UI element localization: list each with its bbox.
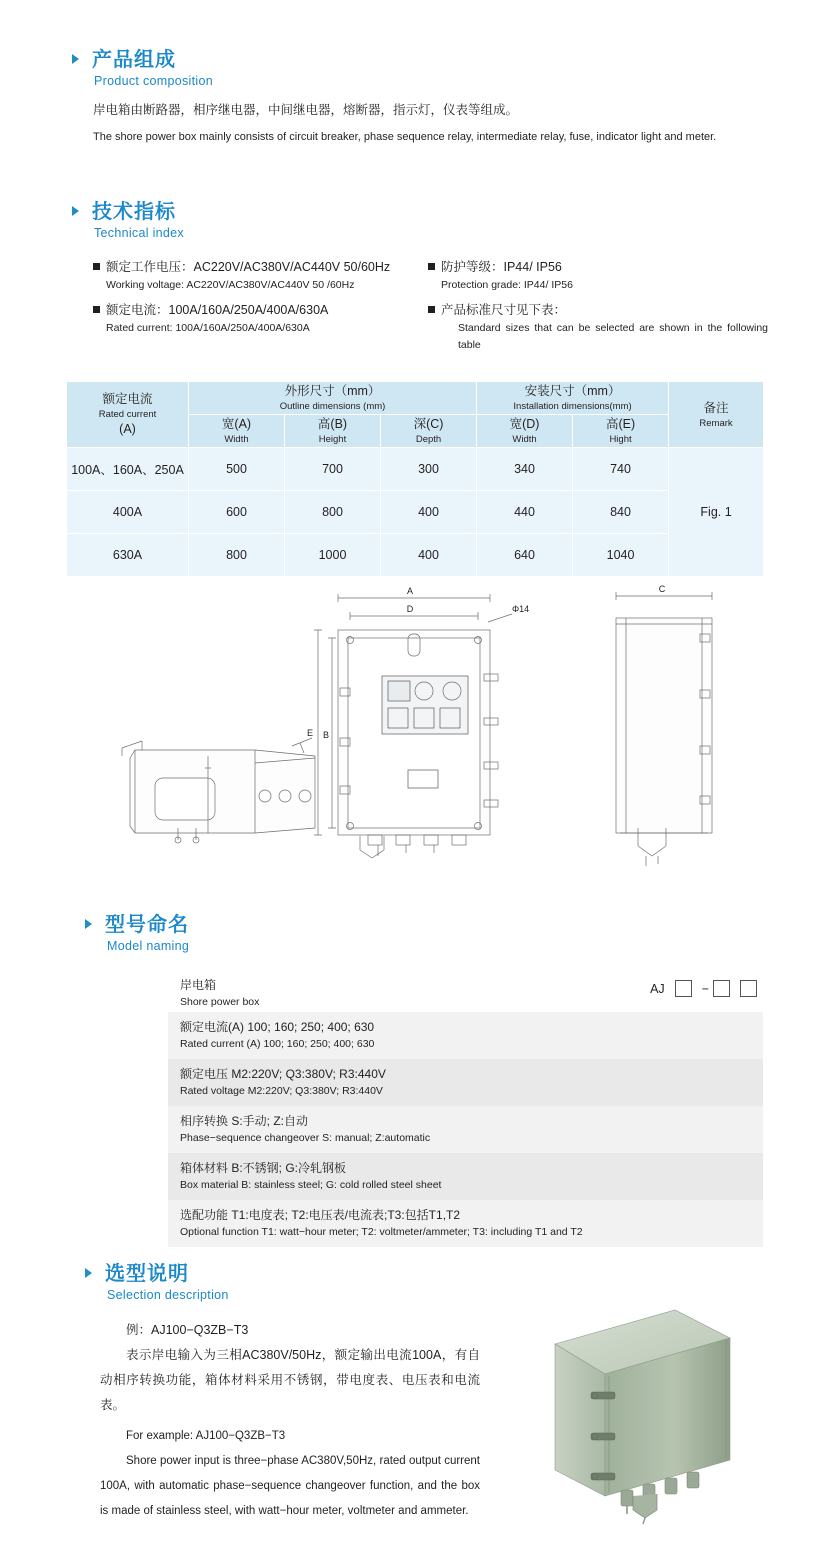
model-row-en: Box material B: stainless steel; G: cold rolled steel sheet [180,1179,442,1191]
selection-example-cn: 例：AJ100−Q3ZB−T3 [126,1323,249,1337]
selection-paragraph-en: Shore power input is three−phase AC380V,50Hz, rated output current 100A, with automatic phase−sequence changeover function, and the box is made of stainless steel, with watt−hour meter, voltmeter and ammeter. [100,1455,480,1517]
header-remark-cn: 备注 [703,400,729,415]
table-row [67,491,764,534]
tech-item-en: Standard sizes that can be selected are shown in the following table [458,322,768,351]
section-technical-index-heading [72,200,472,242]
dimension-label-b: B [322,730,330,740]
header-rated-current-en: Rated current [98,409,157,420]
header-rated-current [67,382,189,448]
technical-index-title-en: Technical index [94,226,184,240]
cell-height-e: 840 [573,491,669,534]
model-row-cn: 相序转换 S:手动; Z:自动 [180,1114,309,1128]
tech-item-cn: 额定电流：100A/160A/250A/400A/630A [93,300,423,320]
header-outline-dimensions [189,382,477,415]
model-code-prefix: AJ [650,981,665,996]
triangle-bullet-icon [85,919,92,929]
cell-width-a: 600 [189,491,285,534]
square-bullet-icon [93,263,100,270]
model-row-en: Optional function T1: watt−hour meter; T2: voltmeter/ammeter; T3: including T1 and T2 [180,1226,583,1238]
cell-width-a: 800 [189,534,285,577]
model-row-cn: 箱体材料 B:不锈钢; G:冷轧钢板 [180,1161,347,1175]
tech-item-cn: 防护等级：IP44/ IP56 [428,257,758,277]
tech-item-cn: 产品标准尺寸见下表： [428,300,768,320]
dimension-label-e: E [306,728,314,738]
square-bullet-icon [428,306,435,313]
cell-height-b: 1000 [285,534,381,577]
table-row [67,448,764,491]
model-code-box-2[interactable] [713,980,730,997]
product-composition-text-en: The shore power box mainly consists of circuit breaker, phase sequence relay, intermediate relay, fuse, indicator light and meter. [93,131,717,143]
model-row-en: Shore power box [180,996,260,1008]
product-composition-text-cn: 岸电箱由断路器，相序继电器，中间继电器，熔断器，指示灯，仪表等组成。 [93,103,519,117]
cell-width-d: 340 [477,448,573,491]
section-model-naming-heading [85,913,485,955]
model-code-box-3[interactable] [740,980,757,997]
cell-depth-c: 400 [381,491,477,534]
cell-height-e: 1040 [573,534,669,577]
triangle-bullet-icon [72,54,79,64]
product-composition-title-cn: 产品组成 [92,49,176,71]
model-code-dash: − [701,981,709,996]
model-code-box-1[interactable] [675,980,692,997]
model-row-cn: 额定电压 M2:220V; Q3:380V; R3:440V [180,1067,386,1081]
selection-paragraph-cn: 表示岸电输入为三相AC380V/50Hz，额定输出电流100A，有自动相序转换功能，箱体材料采用不锈钢，带电度表、电压表和电流表。 [100,1348,480,1412]
technical-index-title-cn: 技术指标 [92,201,176,223]
tech-item-en: Rated current: 100A/160A/250A/400A/630A [106,322,310,334]
specification-table [66,381,764,577]
header-outline-cn: 外形尺寸（mm） [284,384,381,398]
model-row-en: Rated current (A) 100; 160; 250; 400; 630 [180,1038,375,1050]
cell-width-d: 640 [477,534,573,577]
selection-description-body [100,1318,480,1524]
dimension-label-a: A [406,586,414,596]
table-header-row-1 [67,382,764,415]
tech-item-en: Working voltage: AC220V/AC380V/AC440V 50 /60Hz [106,279,355,291]
model-naming-title-en: Model naming [107,939,190,953]
section-selection-description-heading [85,1262,485,1304]
tech-index-item-rated-current [93,300,423,337]
triangle-bullet-icon [72,206,79,216]
header-install-cn: 安装尺寸（mm） [524,384,621,398]
header-sub-depth-c: 深(C) Depth [381,415,477,448]
selection-example-en: For example: AJ100−Q3ZB−T3 [126,1430,286,1442]
model-naming-block [168,970,763,1247]
model-row-optional-function [168,1200,763,1247]
header-sub-width-a: 宽(A) Width [189,415,285,448]
square-bullet-icon [428,263,435,270]
dimension-label-d: D [406,604,414,614]
header-outline-en: Outline dimensions (mm) [279,401,386,412]
model-row-cn: 岸电箱 [180,978,217,992]
header-remark [669,382,764,448]
model-row-en: Phase−sequence changeover S: manual; Z:automatic [180,1132,431,1144]
square-bullet-icon [93,306,100,313]
technical-drawing [60,578,770,868]
table-row [67,534,764,577]
model-row-phase-sequence [168,1106,763,1153]
cell-remark: Fig. 1 [669,448,764,577]
dimension-label-phi14: Φ14 [512,604,530,614]
cell-current: 630A [67,534,189,577]
model-row-rated-current [168,1012,763,1059]
header-sub-width-d: 宽(D) Width [477,415,573,448]
header-remark-en: Remark [699,417,733,429]
cell-current: 400A [67,491,189,534]
dimension-label-c: C [658,584,666,594]
model-row-shore-power-box [168,970,763,1012]
cell-current: 100A、160A、250A [67,448,189,491]
tech-item-en: Protection grade: IP44/ IP56 [441,279,573,291]
model-row-rated-voltage [168,1059,763,1106]
selection-description-title-en: Selection description [107,1288,229,1302]
header-sub-height-b: 高(B) Height [285,415,381,448]
header-sub-height-e: 高(E) Hight [573,415,669,448]
tech-index-item-protection-grade [428,257,758,294]
tech-index-item-standard-sizes [428,300,768,354]
header-rated-current-unit: (A) [119,422,136,436]
model-naming-title-cn: 型号命名 [105,914,189,936]
product-photo [525,1300,750,1525]
cell-depth-c: 400 [381,534,477,577]
tech-item-cn: 额定工作电压：AC220V/AC380V/AC440V 50/60Hz [93,257,423,277]
triangle-bullet-icon [85,1268,92,1278]
section-product-composition-heading [72,48,472,90]
model-row-cn: 额定电流(A) 100; 160; 250; 400; 630 [180,1020,375,1034]
header-installation-dimensions [477,382,669,415]
product-composition-title-en: Product composition [94,74,213,88]
cell-width-a: 500 [189,448,285,491]
cell-width-d: 440 [477,491,573,534]
cell-depth-c: 300 [381,448,477,491]
model-code-line [650,980,757,997]
tech-index-item-working-voltage [93,257,423,294]
cell-height-b: 800 [285,491,381,534]
cell-height-b: 700 [285,448,381,491]
model-row-box-material [168,1153,763,1200]
model-row-cn: 选配功能 T1:电度表; T2:电压表/电流表;T3:包括T1,T2 [180,1208,461,1222]
cell-height-e: 740 [573,448,669,491]
header-install-en: Installation dimensions(mm) [513,401,632,412]
model-row-en: Rated voltage M2:220V; Q3:380V; R3:440V [180,1085,383,1097]
selection-description-title-cn: 选型说明 [105,1263,189,1285]
header-rated-current-cn: 额定电流 [102,392,153,406]
